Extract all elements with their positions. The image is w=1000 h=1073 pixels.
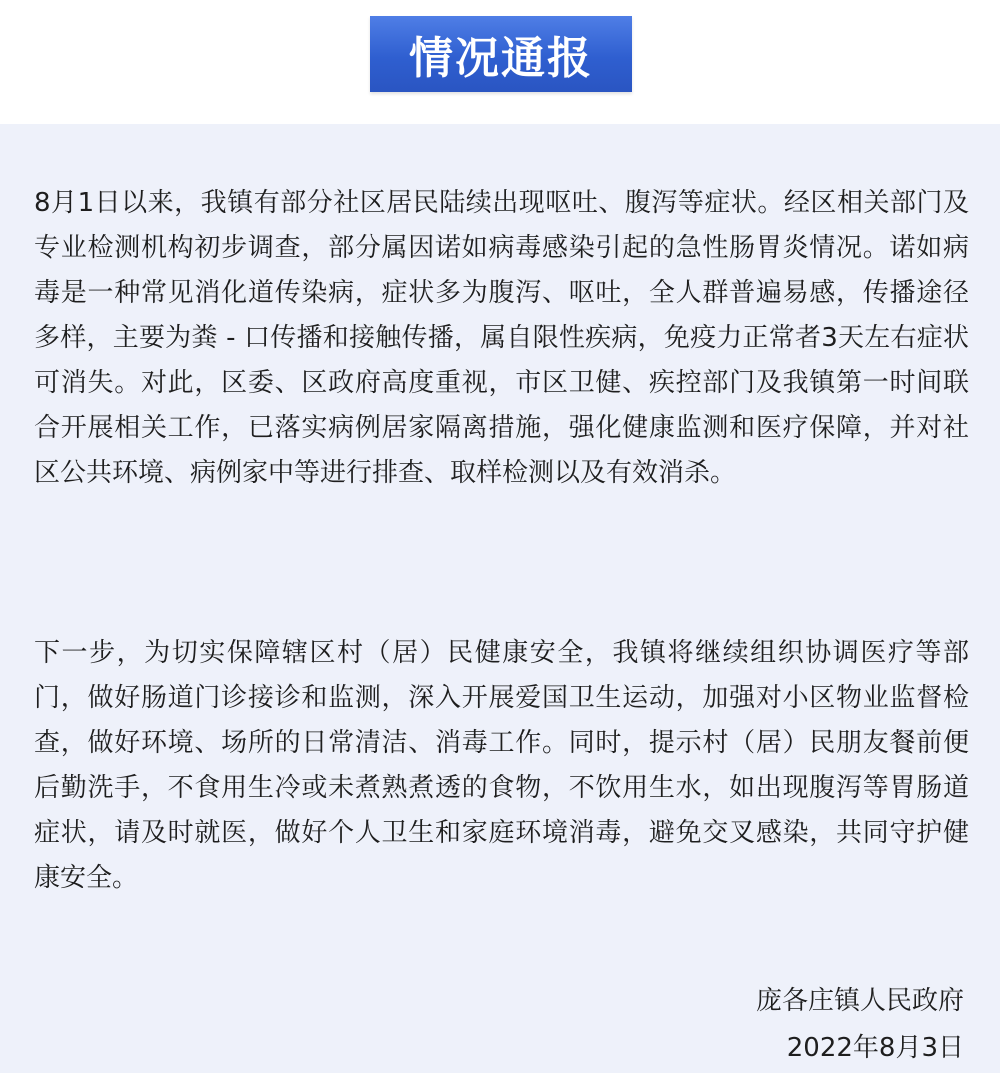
page-title: 情况通报 [409, 33, 593, 84]
signature-organization: 庞各庄镇人民政府 [755, 986, 964, 1016]
paragraph-2: 下一步，为切实保障辖区村（居）民健康安全，我镇将继续组织协调医疗等部门，做好肠道门诊接诊和监测，深入开展爱国卫生运动，加强对小区物业监督检查，做好环境、场所的日常清洁、消毒工作。同时，提示村（居）民朋友餐前便后勤洗手，不食用生冷或未煮熟煮透的食物，不饮用生水，如出现腹泻等胃肠道症状，请及时就医，做好个人卫生和家庭环境消毒，避免交叉感染，共同守护健康安全。 [34, 638, 969, 893]
signature-date: 2022年8月3日 [786, 1033, 964, 1063]
paragraph-1: 8月1日以来，我镇有部分社区居民陆续出现呕吐、腹泻等症状。经区相关部门及专业检测机构初步调查，部分属因诺如病毒感染引起的急性肠胃炎情况。诺如病毒是一种常见消化道传染病，症状多为腹泻、呕吐，全人群普遍易感，传播途径多样，主要为粪 - 口传播和接触传播，属自限性疾病，免疫力正常者3天左右症状可消失。对此，区委、区政府高度重视，市区卫健、疾控部门及我镇第一时间联合开展相关工作，已落实病例居家隔离措施，强化健康监测和医疗保障，并对社区公共环境、病例家中等进行排查、取样检测以及有效消杀。 [34, 188, 969, 488]
title-banner [370, 16, 632, 92]
